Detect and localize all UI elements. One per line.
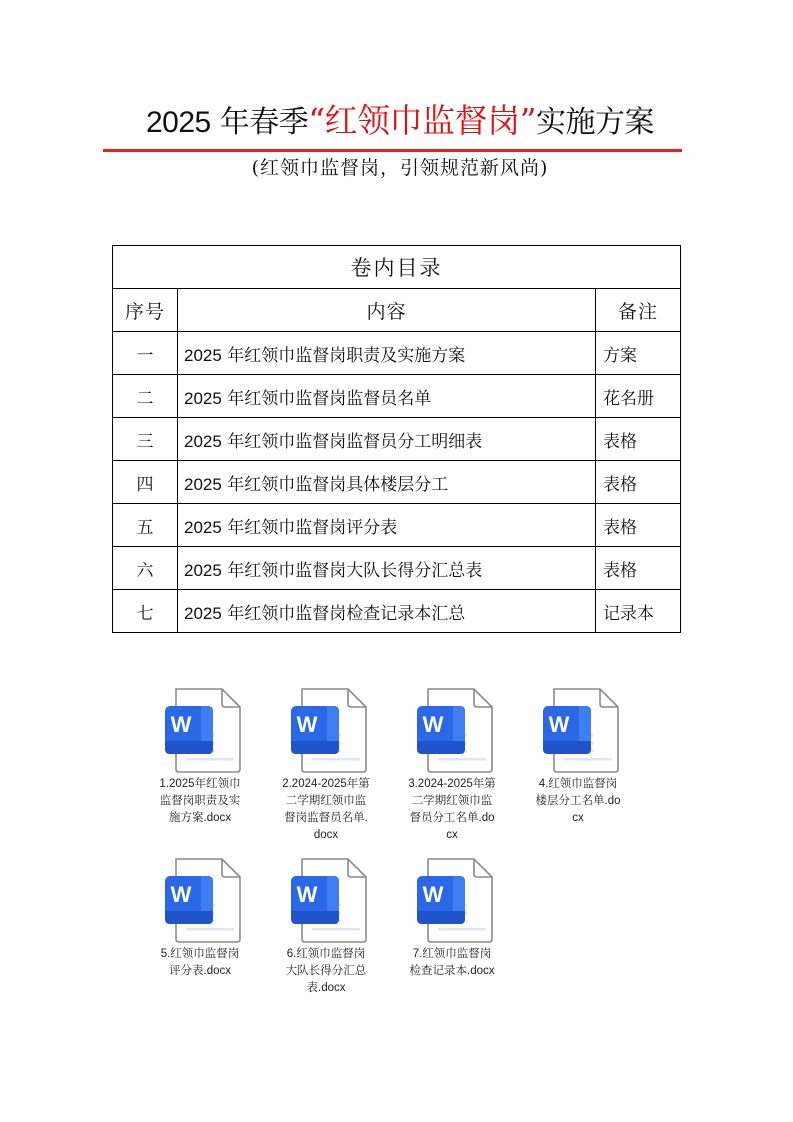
row-index: 五 (113, 504, 178, 547)
header-note: 备注 (596, 289, 681, 332)
row-index: 一 (113, 332, 178, 375)
row-index: 七 (113, 590, 178, 633)
svg-text:W: W (170, 712, 192, 737)
svg-text:W: W (422, 712, 444, 737)
svg-text:W: W (422, 882, 444, 907)
table-row (113, 332, 681, 375)
file-item[interactable] (402, 856, 502, 980)
svg-text:W: W (296, 882, 318, 907)
word-docx-icon (402, 686, 502, 774)
file-name: 3.2024-2025年第二学期红领巾监督员分工名单.docx (408, 778, 496, 841)
table-row (113, 590, 681, 633)
row-content: 2025 年红领巾监督岗检查记录本汇总 (178, 590, 596, 633)
row-note: 表格 (596, 418, 681, 461)
row-note: 花名册 (596, 375, 681, 418)
file-item[interactable] (150, 686, 250, 827)
title-highlight: “红领巾监督岗” (308, 101, 537, 140)
toc-table (112, 245, 681, 633)
file-name: 7.红领巾监督岗检查记录本.docx (409, 948, 495, 977)
row-content: 2025 年红领巾监督岗大队长得分汇总表 (178, 547, 596, 590)
row-index: 六 (113, 547, 178, 590)
file-name: 4.红领巾监督岗楼层分工名单.docx (535, 778, 621, 824)
row-index: 四 (113, 461, 178, 504)
table-row (113, 547, 681, 590)
toc-header-row (113, 289, 681, 332)
word-docx-icon (150, 686, 250, 774)
table-row (113, 375, 681, 418)
title-year: 2025 (145, 106, 211, 139)
row-note: 记录本 (596, 590, 681, 633)
header-content: 内容 (178, 289, 596, 332)
word-docx-icon (150, 856, 250, 944)
svg-text:W: W (548, 712, 570, 737)
word-docx-icon (276, 856, 376, 944)
title-prefix: 年春季 (210, 105, 309, 140)
file-name: 5.红领巾监督岗评分表.docx (160, 948, 240, 977)
table-row (113, 461, 681, 504)
document-subtitle: (红领巾监督岗，引领规范新风尚) (251, 157, 549, 179)
file-item[interactable] (402, 686, 502, 844)
row-index: 三 (113, 418, 178, 461)
row-note: 方案 (596, 332, 681, 375)
word-docx-icon (402, 856, 502, 944)
word-docx-icon (276, 686, 376, 774)
row-index: 二 (113, 375, 178, 418)
row-content: 2025 年红领巾监督岗职责及实施方案 (178, 332, 596, 375)
title-red-rule (103, 149, 682, 152)
row-note: 表格 (596, 547, 681, 590)
row-note: 表格 (596, 461, 681, 504)
file-name: 6.红领巾监督岗大队长得分汇总表.docx (285, 948, 367, 994)
word-docx-icon (528, 686, 628, 774)
row-content: 2025 年红领巾监督岗评分表 (178, 504, 596, 547)
file-name: 1.2025年红领巾监督岗职责及实施方案.docx (159, 778, 241, 824)
file-item[interactable] (276, 856, 376, 997)
document-title (100, 96, 700, 148)
file-item[interactable] (276, 686, 376, 844)
toc-caption: 卷内目录 (113, 246, 681, 289)
file-name: 2.2024-2025年第二学期红领巾监督岗监督员名单.docx (282, 778, 370, 841)
svg-text:W: W (296, 712, 318, 737)
row-content: 2025 年红领巾监督岗具体楼层分工 (178, 461, 596, 504)
row-content: 2025 年红领巾监督岗监督员分工明细表 (178, 418, 596, 461)
file-item[interactable] (528, 686, 628, 827)
title-suffix: 实施方案 (536, 105, 655, 140)
header-index: 序号 (113, 289, 178, 332)
row-content: 2025 年红领巾监督岗监督员名单 (178, 375, 596, 418)
table-row (113, 504, 681, 547)
svg-text:W: W (170, 882, 192, 907)
row-note: 表格 (596, 504, 681, 547)
file-item[interactable] (150, 856, 250, 980)
table-row (113, 418, 681, 461)
